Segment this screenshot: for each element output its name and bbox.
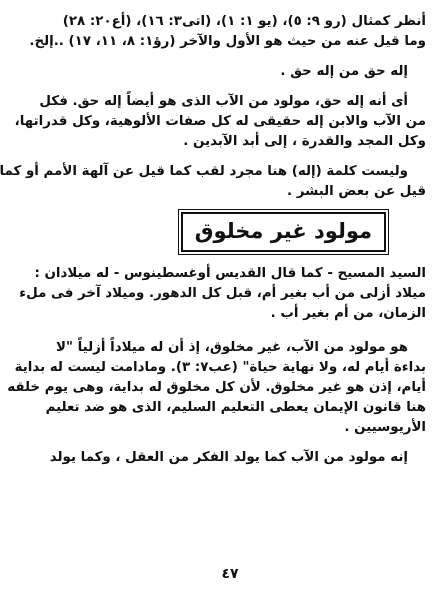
text-line: إنه مولود من الآب كما يولد الفكر من العقل ، وكما يولد xyxy=(49,450,408,465)
text-line: أى أنه إله حق، مولود من الآب الذى هو أيضاً إله حق. فكل xyxy=(39,94,408,109)
text-line: أيام، إذن هو غير مخلوق. لأن كل مخلوق له بداية، وهى يوم خلقه xyxy=(7,380,426,395)
text-line: ميلاد أزلى من أب بغير أم، قبل كل الدهور. وميلاد آخر فى ملء xyxy=(19,286,426,301)
section-heading xyxy=(34,212,426,252)
text-line: هو مولود من الآب، غير مخلوق، إذ أن له ميلاداً أزلياً "لا xyxy=(56,340,408,355)
text-line: وليست كلمة (إله) هنا مجرد لقب كما قيل عن آلهة الأمم أو كما xyxy=(0,164,408,179)
text-line: من الآب والابن إله حقيقى له كل صفات الألوهية، وكل قدراتها، xyxy=(14,114,426,129)
text-line: أنظر كمثال (رو ٩: ٥)، (يو ١: ١)، (اتى٣: ١٦)، (أع٢٠: ٢٨) xyxy=(62,14,426,29)
text-line: السيد المسيح - كما قال القديس أوغسطينوس - له ميلادان : xyxy=(34,266,426,281)
text-line: الأريوسيين . xyxy=(344,420,426,435)
text-line: وكل المجد والقدرة ، إلى أبد الآبدين . xyxy=(183,134,426,149)
text-line: بداءة أيام له، ولا نهاية حياة" (عب٧: ٣). ومادامت ليست له بداية xyxy=(14,360,426,375)
text-line: وما قيل عنه من حيث هو الأول والآخر (رؤ١: ٨، ١١، ١٧) ..إلخ. xyxy=(29,34,426,49)
section-title: مولود غير مخلوق xyxy=(181,212,386,252)
text-line: قيل عن بعض البشر . xyxy=(286,184,426,199)
text-line: الزمان، من أم بغير أب . xyxy=(270,306,426,321)
subheading: إله حق من إله حق . xyxy=(280,64,408,79)
page-number: ٤٧ xyxy=(221,566,239,582)
text-line: هنا قانون الإيمان يعطى التعليم السليم، الذى هو ضد تعليم xyxy=(45,400,426,415)
